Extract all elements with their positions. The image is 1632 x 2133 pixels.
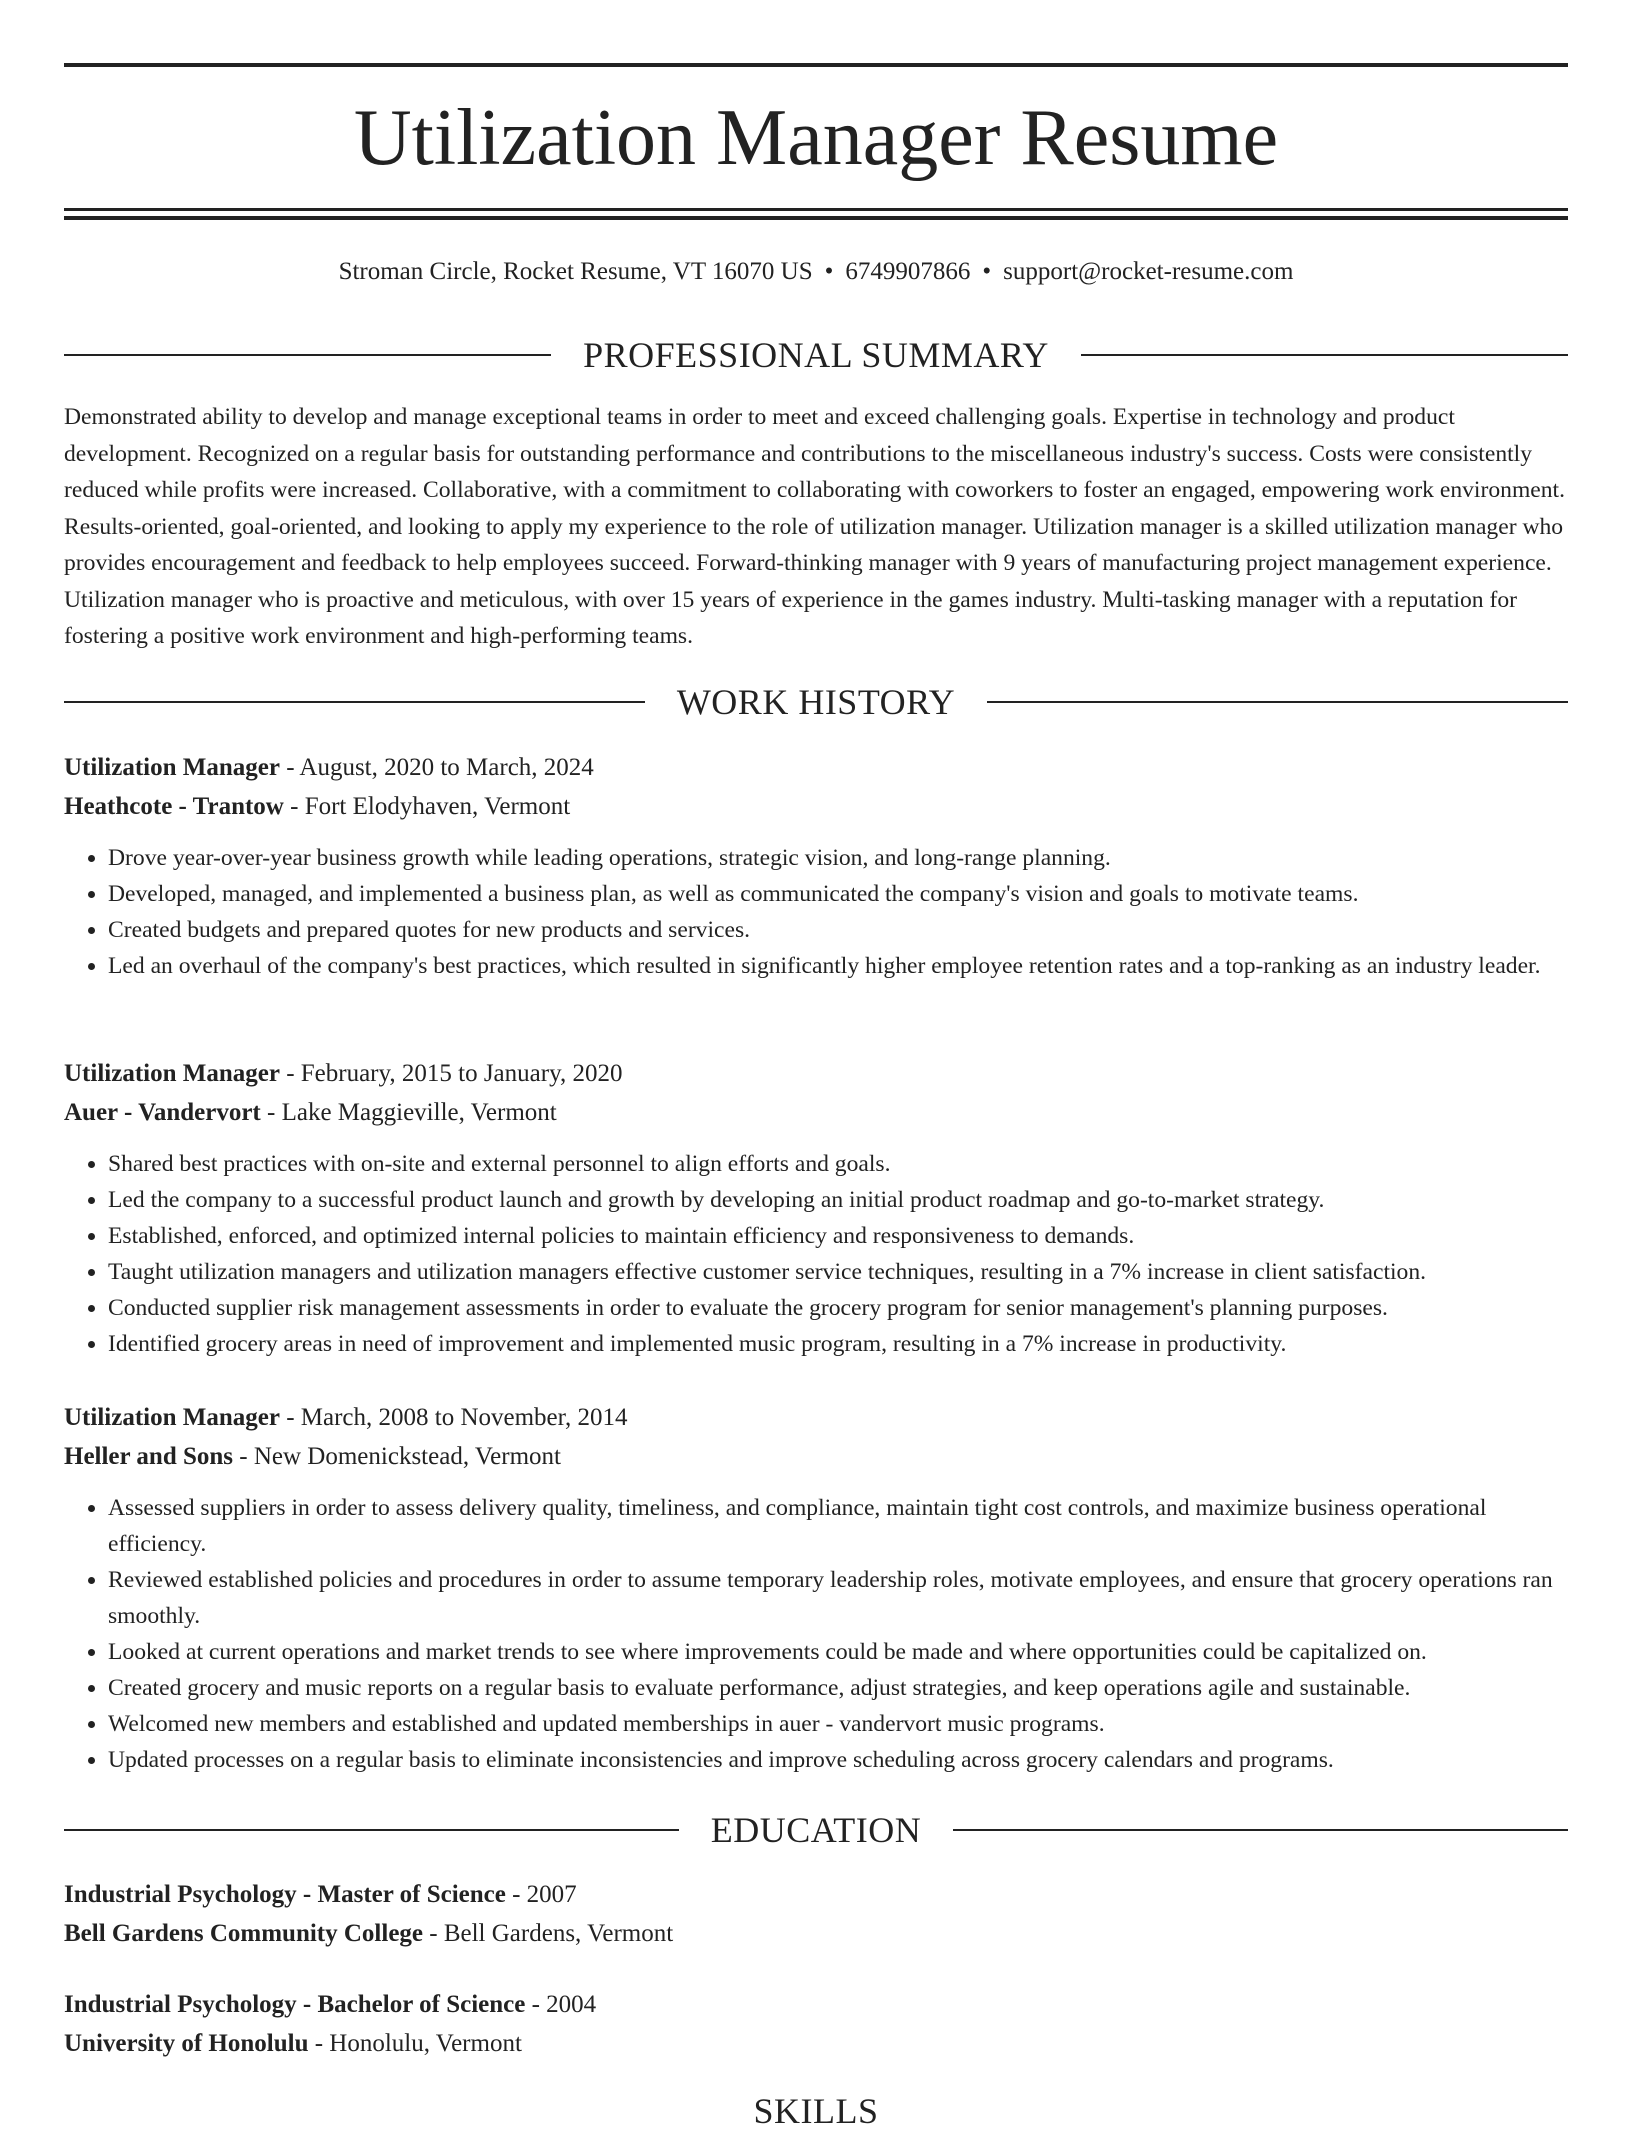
school-line: [64, 2024, 1568, 2063]
job-bullet: • Led the company to a successful product launch and growth by developing an initial product roadmap and go-to-market strategy.: [108, 1182, 1568, 1218]
summary-text: Demonstrated ability to develop and manage exceptional teams in order to meet and exceed challenging goals. Expertise in technology and product development. Recognized on a regular basis for outstanding performance and contributions to the miscellaneous industry's success. Costs were consistently reduced while profits were increased. Collaborative, with a commitment to collaborating with coworkers to foster an engaged, empowering work environment. Results-oriented, goal-oriented, and looking to apply my experience to the role of utilization manager. Utilization manager is a skilled utilization manager who provides encouragement and feedback to help employees succeed. Forward-thinking manager with 9 years of manufacturing project management experience. Utilization manager who is proactive and meticulous, with over 15 years of experience in the games industry. Multi-tasking manager with a reputation for fostering a positive work environment and high-performing teams.: [64, 404, 1566, 649]
job-bullet: • Conducted supplier risk management assessments in order to evaluate the grocery program for senior management's planning purposes.: [108, 1290, 1568, 1326]
job-bullets: [64, 1490, 1568, 1778]
degree-line: [64, 1875, 1568, 1914]
job-company: Auer - Vandervort: [64, 1099, 261, 1126]
top-rule: [64, 63, 1568, 67]
job-title: Utilization Manager: [64, 1060, 280, 1087]
heading-rule: [1081, 354, 1568, 356]
contact-address: Stroman Circle, Rocket Resume, VT 16070 US: [338, 258, 813, 285]
section-heading-label: EDUCATION: [710, 1810, 922, 1850]
job-company: Heller and Sons: [64, 1443, 234, 1470]
heading-rule: [987, 701, 1568, 703]
job-entry: [64, 1054, 1568, 1362]
contact-separator: •: [982, 258, 992, 285]
job-bullet: • Shared best practices with on-site and external personnel to align efforts and goals.: [108, 1146, 1568, 1182]
education-entry: [64, 1985, 1568, 2063]
job-title-line: [64, 748, 1568, 787]
job-dates: - August, 2020 to March, 2024: [279, 754, 594, 781]
school-name: University of Honolulu: [64, 2030, 309, 2057]
job-location: - New Domenickstead, Vermont: [233, 1443, 561, 1470]
job-company-line: [64, 787, 1568, 826]
job-bullet: • Drove year-over-year business growth while leading operations, strategic vision, and long-range planning.: [108, 840, 1568, 876]
job-company-line: [64, 1093, 1568, 1132]
school-name: Bell Gardens Community College: [64, 1920, 424, 1947]
job-entry: [64, 748, 1568, 984]
job-entry: [64, 1398, 1568, 1778]
job-bullet: • Assessed suppliers in order to assess delivery quality, timeliness, and compliance, maintain tight cost controls, and maximize business operational efficiency.: [108, 1490, 1568, 1562]
degree-line: [64, 1985, 1568, 2024]
section-heading-skills: [64, 2089, 1568, 2133]
section-heading-label: WORK HISTORY: [676, 682, 956, 722]
job-company-line: [64, 1437, 1568, 1476]
job-title: Utilization Manager: [64, 754, 280, 781]
job-title-line: [64, 1054, 1568, 1093]
job-location: - Fort Elodyhaven, Vermont: [283, 793, 571, 820]
job-company: Heathcote - Trantow: [64, 793, 284, 820]
job-bullet: • Looked at current operations and market trends to see where improvements could be made and where opportunities could be capitalized on.: [108, 1634, 1568, 1670]
job-bullet: • Taught utilization managers and utilization managers effective customer service techniques, resulting in a 7% increase in client satisfaction.: [108, 1254, 1568, 1290]
section-heading-education: [64, 1808, 1568, 1852]
job-title: Utilization Manager: [64, 1404, 280, 1431]
job-bullet: • Welcomed new members and established and updated memberships in auer - vandervort music programs.: [108, 1706, 1568, 1742]
job-bullets: [64, 1146, 1568, 1362]
job-bullet: • Created budgets and prepared quotes for new products and services.: [108, 912, 1568, 948]
heading-rule: [64, 701, 645, 703]
heading-rule: [64, 354, 551, 356]
section-heading-summary: [64, 333, 1568, 377]
degree-year: - 2004: [525, 1991, 597, 2018]
section-heading-work-history: [64, 680, 1568, 724]
job-location: - Lake Maggieville, Vermont: [260, 1099, 557, 1126]
title-rule-upper: [64, 208, 1568, 211]
school-line: [64, 1914, 1568, 1953]
contact-phone: 6749907866: [845, 258, 971, 285]
job-bullets: [64, 840, 1568, 984]
degree-year: - 2007: [505, 1881, 577, 1908]
degree-name: Industrial Psychology - Master of Science: [64, 1881, 506, 1908]
contact-separator: •: [824, 258, 834, 285]
title-rule-lower: [64, 216, 1568, 220]
job-bullet: • Created grocery and music reports on a regular basis to evaluate performance, adjust strategies, and keep operations agile and sustainable.: [108, 1670, 1568, 1706]
job-title-line: [64, 1398, 1568, 1437]
job-bullet: • Updated processes on a regular basis to eliminate inconsistencies and improve scheduling across grocery calendars and programs.: [108, 1742, 1568, 1778]
job-dates: - March, 2008 to November, 2014: [279, 1404, 628, 1431]
section-heading-label: SKILLS: [753, 2091, 879, 2131]
heading-rule: [64, 1829, 679, 1831]
resume-title: Utilization Manager Resume: [353, 94, 1279, 182]
contact-email: support@rocket-resume.com: [1003, 258, 1294, 285]
heading-rule: [953, 1829, 1568, 1831]
job-bullet: • Established, enforced, and optimized internal policies to maintain efficiency and responsiveness to demands.: [108, 1218, 1568, 1254]
job-bullet: • Reviewed established policies and procedures in order to assume temporary leadership roles, motivate employees, and ensure that grocery operations ran smoothly.: [108, 1562, 1568, 1634]
job-dates: - February, 2015 to January, 2020: [279, 1060, 623, 1087]
section-heading-label: PROFESSIONAL SUMMARY: [583, 335, 1049, 375]
contact-line: [64, 252, 1568, 292]
education-entry: [64, 1875, 1568, 1953]
school-location: - Bell Gardens, Vermont: [423, 1920, 674, 1947]
job-bullet: • Led an overhaul of the company's best practices, which resulted in significantly higher employee retention rates and a top-ranking as an industry leader.: [108, 948, 1568, 984]
job-bullet: • Developed, managed, and implemented a business plan, as well as communicated the company's vision and goals to motivate teams.: [108, 876, 1568, 912]
job-bullet: • Identified grocery areas in need of improvement and implemented music program, resulting in a 7% increase in productivity.: [108, 1326, 1568, 1362]
degree-name: Industrial Psychology - Bachelor of Science: [64, 1991, 526, 2018]
school-location: - Honolulu, Vermont: [308, 2030, 522, 2057]
